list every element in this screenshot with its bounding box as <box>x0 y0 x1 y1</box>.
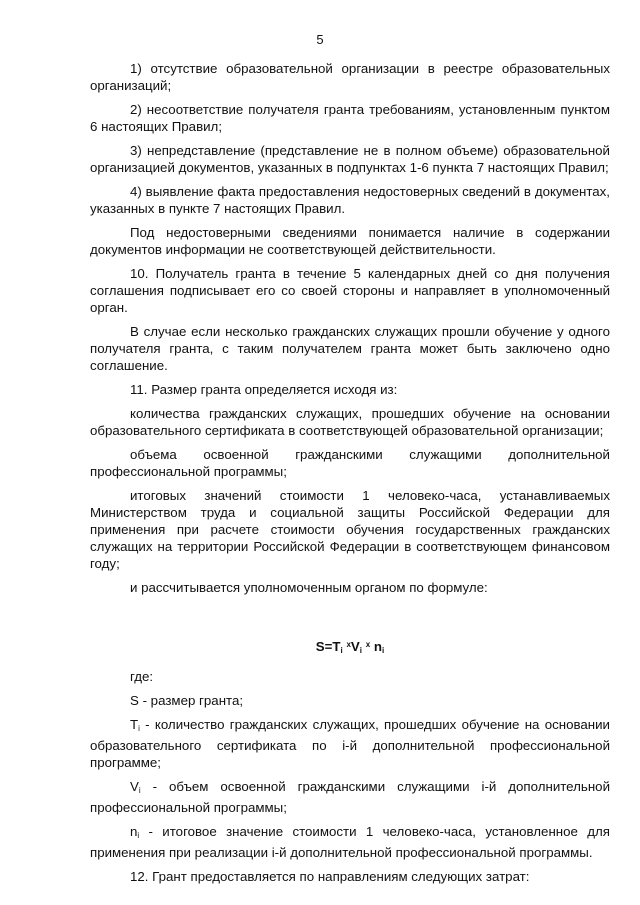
document-body <box>90 60 610 892</box>
definition-n-symbol: n <box>130 824 138 839</box>
definition-t-symbol: T <box>130 717 139 732</box>
definition-n-text: - итоговое значение стоимости 1 человеко-часа, установленное для применения при реализации i-й дополнительной профессиональной программы. <box>90 824 610 860</box>
grant-formula <box>90 636 610 656</box>
paragraph: В случае если несколько гражданских служащих прошли обучение у одного получателя гранта, с таким получателем гранта может быть заключено одно соглашение. <box>90 324 610 373</box>
page-number: 5 <box>316 32 324 47</box>
paragraph: количества гражданских служащих, прошедших обучение на основании образовательного сертификата в соответствующей образовательной организации; <box>90 406 610 438</box>
paragraph: 10. Получатель гранта в течение 5 календарных дней со дня получения соглашения подписывает его со своей стороны и направляет в уполномоченный орган. <box>90 266 610 315</box>
paragraph: 11. Размер гранта определяется исходя из: <box>130 382 398 397</box>
definition-v-subscript: i <box>138 786 141 795</box>
paragraph: итоговых значений стоимости 1 человеко-часа, устанавливаемых Министерством труда и социальной защиты Российской Федерации для применения при расчете стоимости обучения государственных гражданских служащих на территории Российской Федерации в соответствующем финансовом году; <box>90 488 610 571</box>
definition-s: S - размер гранта; <box>130 693 244 708</box>
paragraph: 4) выявление факта предоставления недостоверных сведений в документах, указанных в пункте 7 настоящих Правил. <box>90 184 610 216</box>
definition-t-subscript: i <box>138 724 140 733</box>
definition-v-symbol: V <box>130 779 139 794</box>
formula-times: x <box>346 640 351 649</box>
paragraph: объема освоенной гражданскими служащими дополнительной профессиональной программы; <box>90 447 610 479</box>
formula-t: T <box>332 639 341 654</box>
definition-v-text: - объем освоенной гражданскими служащими i-й дополнительной профессиональной программы; <box>90 779 610 815</box>
paragraph: и рассчитывается уполномоченным органом по формуле: <box>130 580 488 595</box>
formula-n: n <box>373 639 382 654</box>
paragraph: 3) непредставление (представление не в полном объеме) образовательной организацией документов, указанных в подпунктах 1-6 пункта 7 настоящих Правил; <box>90 143 610 175</box>
definition-n <box>90 823 610 861</box>
paragraph: 1) отсутствие образовательной организации в реестре образовательных организаций; <box>90 61 610 93</box>
definition-v <box>90 778 610 816</box>
formula-equals: = <box>324 639 333 654</box>
where-label: где: <box>130 669 154 684</box>
formula-times: x <box>365 640 371 649</box>
paragraph: Под недостоверными сведениями понимается наличие в содержании документов информации не соответствующей действительности. <box>90 225 610 257</box>
formula-v-subscript: i <box>359 646 363 655</box>
definition-n-subscript: i <box>137 831 140 840</box>
definition-t <box>90 716 610 771</box>
definition-t-text: - количество гражданских служащих, прошедших обучение на основании образовательного сертификата по i-й дополнительной профессиональной программе; <box>90 717 610 770</box>
paragraph: 12. Грант предоставляется по направлениям следующих затрат: <box>130 869 530 884</box>
formula-n-subscript: i <box>382 646 385 655</box>
formula-v: V <box>350 639 360 654</box>
paragraph: 2) несоответствие получателя гранта требованиям, установленным пунктом 6 настоящих Правил; <box>90 102 610 134</box>
formula-s: S <box>315 639 325 654</box>
formula-t-subscript: i <box>340 646 343 655</box>
